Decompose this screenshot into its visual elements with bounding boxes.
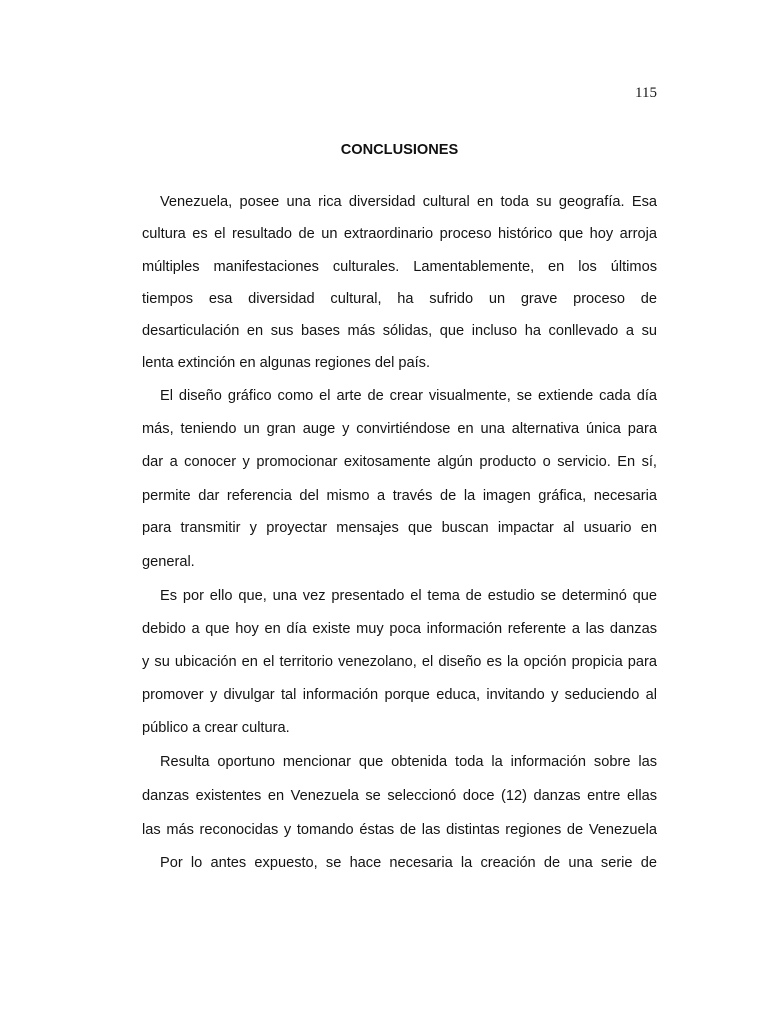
body-text-line: público a crear cultura. [142,720,290,736]
body-text-line: dar a conocer y promocionar exitosamente algún producto o servicio. En sí, [142,454,657,470]
page-number: 115 [635,85,657,101]
body-text-line: desarticulación en sus bases más sólidas, que incluso ha conllevado a su [142,323,657,339]
body-text-line: las más reconocidas y tomando éstas de las distintas regiones de Venezuela [142,822,657,838]
body-text-line: promover y divulgar tal información porque educa, invitando y seduciendo al [142,687,657,703]
page-heading: CONCLUSIONES [340,142,459,158]
body-text-line: El diseño gráfico como el arte de crear visualmente, se extiende cada día [160,388,657,404]
body-text-line: Resulta oportuno mencionar que obtenida toda la información sobre las [160,754,657,770]
body-text-line: danzas existentes en Venezuela se seleccionó doce (12) danzas entre ellas [142,788,657,804]
body-text-line: para transmitir y proyectar mensajes que buscan impactar al usuario en [142,520,657,536]
body-text-line: tiempos esa diversidad cultural, ha sufrido un grave proceso de [142,291,657,307]
body-text-line: general. [142,554,195,570]
body-text-line: múltiples manifestaciones culturales. Lamentablemente, en los últimos [142,259,657,275]
body-text-line: Es por ello que, una vez presentado el tema de estudio se determinó que [160,588,657,604]
body-text-line: y su ubicación en el territorio venezolano, el diseño es la opción propicia para [142,654,657,670]
body-text-line: cultura es el resultado de un extraordinario proceso histórico que hoy arroja [142,226,657,242]
body-text-line: lenta extinción en algunas regiones del país. [142,355,431,371]
body-text-line: Venezuela, posee una rica diversidad cultural en toda su geografía. Esa [160,194,657,210]
body-text-line: Por lo antes expuesto, se hace necesaria la creación de una serie de [160,855,657,871]
body-text-line: debido a que hoy en día existe muy poca información referente a las danzas [142,621,657,637]
body-text-line: más, teniendo un gran auge y convirtiéndose en una alternativa única para [142,421,657,437]
body-text-line: permite dar referencia del mismo a través de la imagen gráfica, necesaria [142,488,657,504]
